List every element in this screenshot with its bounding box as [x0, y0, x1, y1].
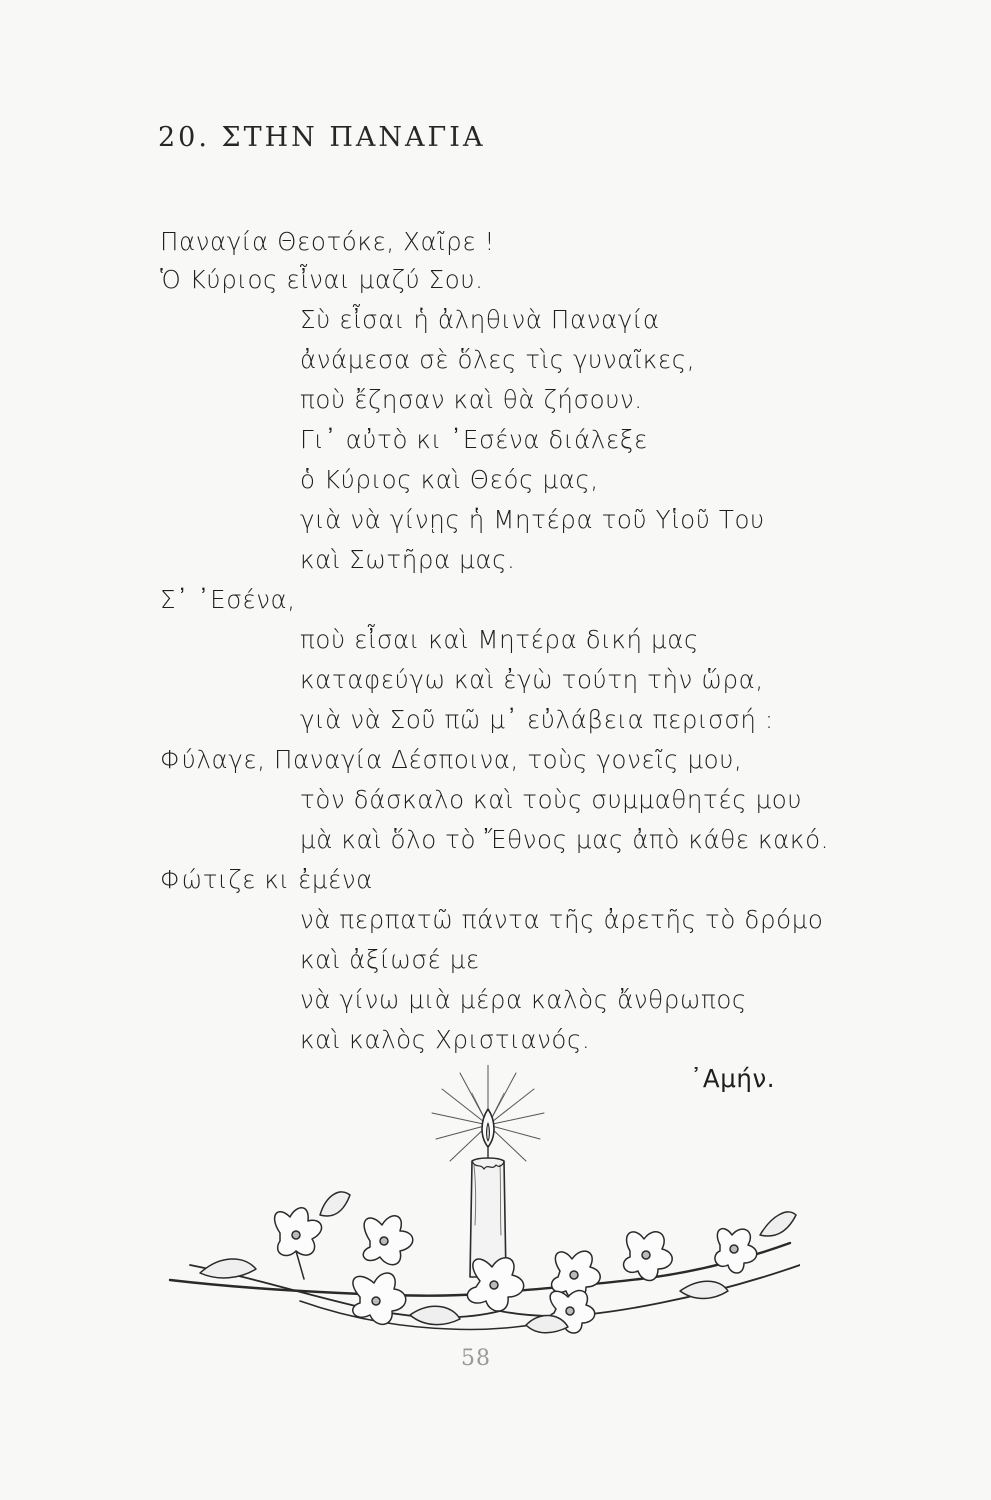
poem-line: Φύλαγε, Παναγία Δέσποινα, τοὺς γονεῖς μου, — [160, 745, 743, 774]
poem-line: Παναγία Θεοτόκε, Χαῖρε ! — [160, 227, 495, 256]
lily-flower-icon — [363, 1216, 413, 1265]
poem-line: Φώτιζε κι ἐμένα — [160, 865, 373, 894]
closing-amen: ᾽Αμήν. — [690, 1064, 776, 1093]
lily-flower-icon — [353, 1273, 406, 1324]
poem-line: καὶ ἀξίωσέ με — [300, 945, 480, 974]
poem-line: γιὰ νὰ Σοῦ πῶ μ᾽ εὐλάβεια περισσή : — [300, 705, 774, 734]
poem-line: καὶ Σωτῆρα μας. — [300, 545, 516, 574]
poem-line: ἀνάμεσα σὲ ὅλες τὶς γυναῖκες, — [300, 345, 696, 374]
lily-flower-icon — [275, 1208, 322, 1279]
lily-flower-icon — [624, 1232, 673, 1281]
poem-line: Γι᾽ αὐτὸ κι ᾽Εσένα διάλεξε — [300, 425, 648, 454]
poem-line: νὰ γίνω μιὰ μέρα καλὸς ἄνθρωπος — [300, 985, 747, 1014]
poem-line: καταφεύγω καὶ ἐγὼ τούτη τὴν ὥρα, — [300, 665, 764, 694]
poem-line: ὁ Κύριος καὶ Θεός μας, — [300, 465, 599, 494]
poem-line: Ὁ Κύριος εἶναι μαζύ Σου. — [160, 265, 484, 294]
poem-line: τὸν δάσκαλο καὶ τοὺς συμμαθητές μου — [300, 785, 803, 814]
candle-lilies-illustration — [160, 1065, 800, 1355]
poem-line: νὰ περπατῶ πάντα τῆς ἀρετῆς τὸ δρόμο — [300, 905, 824, 934]
lily-flower-icon — [715, 1229, 757, 1273]
poem-line: μὰ καὶ ὅλο τὸ Ἔθνος μας ἀπὸ κάθε κακό. — [300, 825, 830, 854]
page-number: 58 — [461, 1346, 491, 1371]
poem-line: καὶ καλὸς Χριστιανός. — [300, 1025, 591, 1054]
poem-line: Σ᾽ ᾽Εσένα, — [160, 585, 296, 614]
poem-line: γιὰ νὰ γίνῃς ἡ Μητέρα τοῦ Υἱοῦ Του — [300, 505, 765, 534]
page-title: 20. ΣΤΗΝ ΠΑΝΑΓΙΑ — [158, 122, 486, 153]
poem-line: ποὺ εἶσαι καὶ Μητέρα δική μας — [300, 625, 699, 654]
lily-flower-icon — [467, 1258, 523, 1311]
poem-line: Σὺ εἶσαι ἡ ἀληθινὰ Παναγία — [300, 305, 660, 334]
poem-line: ποὺ ἔζησαν καὶ θὰ ζήσουν. — [300, 385, 643, 414]
